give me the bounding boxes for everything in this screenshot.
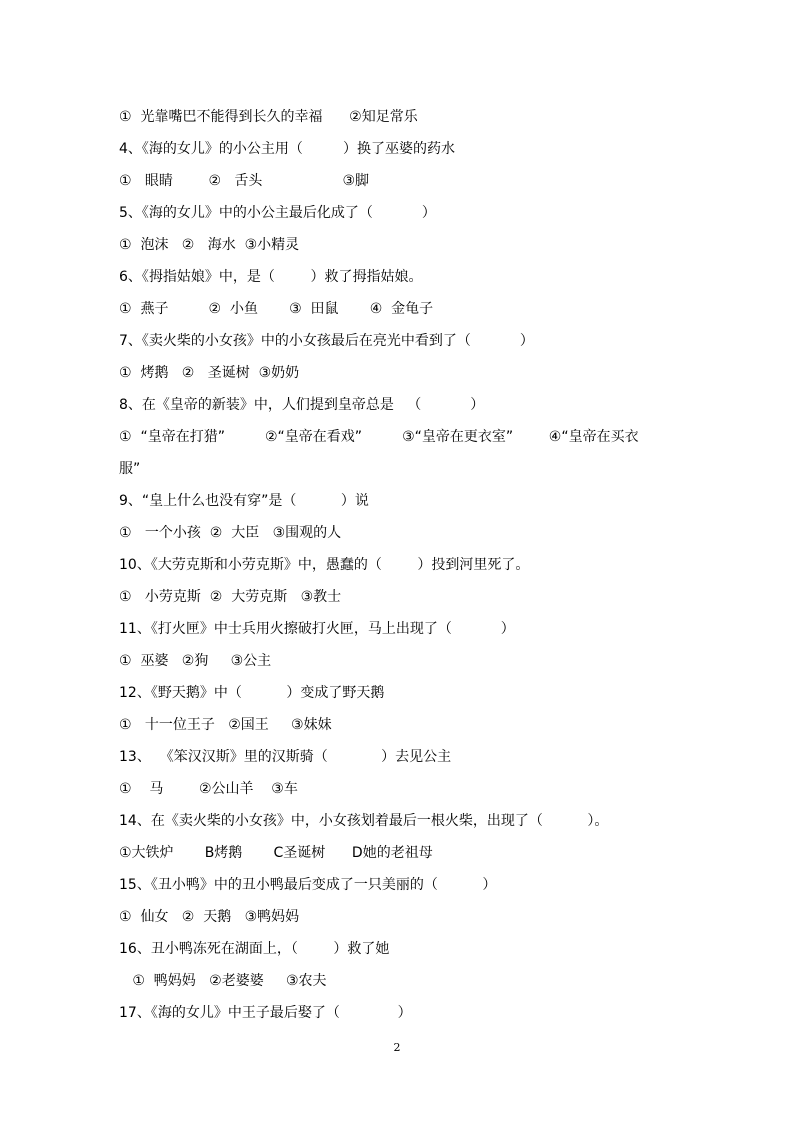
question-9: 9、“皇上什么也没有穿”是（ ）说 bbox=[119, 493, 369, 509]
question-17: 17、《海的女儿》中王子最后娶了（ ） bbox=[119, 1005, 412, 1021]
answer-options-line: ① 光靠嘴巴不能得到长久的幸福 ②知足常乐 bbox=[119, 109, 418, 125]
question-7: 7、《卖火柴的小女孩》中的小女孩最后在亮光中看到了（ ） bbox=[119, 333, 534, 349]
answer-options-8-continued: 服” bbox=[119, 461, 141, 477]
question-12: 12、《野天鹅》中（ ）变成了野天鹅 bbox=[119, 685, 385, 701]
question-13: 13、 《笨汉汉斯》里的汉斯骑（ ）去见公主 bbox=[119, 749, 452, 765]
answer-options-10: ① 小劳克斯 ② 大劳克斯 ③教士 bbox=[119, 589, 342, 605]
question-15: 15、《丑小鸭》中的丑小鸭最后变成了一只美丽的（ ） bbox=[119, 877, 497, 893]
answer-options-14: ①大铁炉 B烤鹅 C圣诞树 D她的老祖母 bbox=[119, 845, 433, 861]
answer-options-8: ① “皇帝在打猎” ②“皇帝在看戏” ③“皇帝在更衣室” ④“皇帝在买衣 bbox=[119, 429, 639, 445]
answer-options-15: ① 仙女 ② 天鹅 ③鸭妈妈 bbox=[119, 909, 300, 925]
question-5: 5、《海的女儿》中的小公主最后化成了（ ） bbox=[119, 205, 436, 221]
answer-options-11: ① 巫婆 ②狗 ③公主 bbox=[119, 653, 272, 669]
answer-options-12: ① 十一位王子 ②国王 ③妹妹 bbox=[119, 717, 332, 733]
question-11: 11、《打火匣》中士兵用火擦破打火匣，马上出现了（ ） bbox=[119, 621, 515, 637]
answer-options-6: ① 燕子 ② 小鱼 ③ 田鼠 ④ 金龟子 bbox=[119, 301, 434, 317]
question-4: 4、《海的女儿》的小公主用（ ）换了巫婆的药水 bbox=[119, 141, 455, 157]
answer-options-13: ① 马 ②公山羊 ③车 bbox=[119, 781, 298, 797]
question-10: 10、《大劳克斯和小劳克斯》中，愚蠢的（ ）投到河里死了。 bbox=[119, 557, 530, 573]
answer-options-4: ① 眼睛 ② 舌头 ③脚 bbox=[119, 173, 370, 189]
question-14: 14、在《卖火柴的小女孩》中，小女孩划着最后一根火柴，出现了（ ）。 bbox=[119, 813, 609, 829]
question-8: 8、在《皇帝的新装》中，人们提到皇帝总是 （ ） bbox=[119, 397, 485, 413]
answer-options-7: ① 烤鹅 ② 圣诞树 ③奶奶 bbox=[119, 365, 300, 381]
question-16: 16、丑小鸭冻死在湖面上，（ ）救了她 bbox=[119, 941, 390, 957]
answer-options-9: ① 一个小孩 ② 大臣 ③围观的人 bbox=[119, 525, 342, 541]
page-number: 2 bbox=[393, 1041, 401, 1054]
question-6: 6、《拇指姑娘》中，是（ ）救了拇指姑娘。 bbox=[119, 269, 423, 285]
answer-options-5: ① 泡沫 ② 海水 ③小精灵 bbox=[119, 237, 300, 253]
answer-options-16: ① 鸭妈妈 ②老婆婆 ③农夫 bbox=[119, 973, 327, 989]
